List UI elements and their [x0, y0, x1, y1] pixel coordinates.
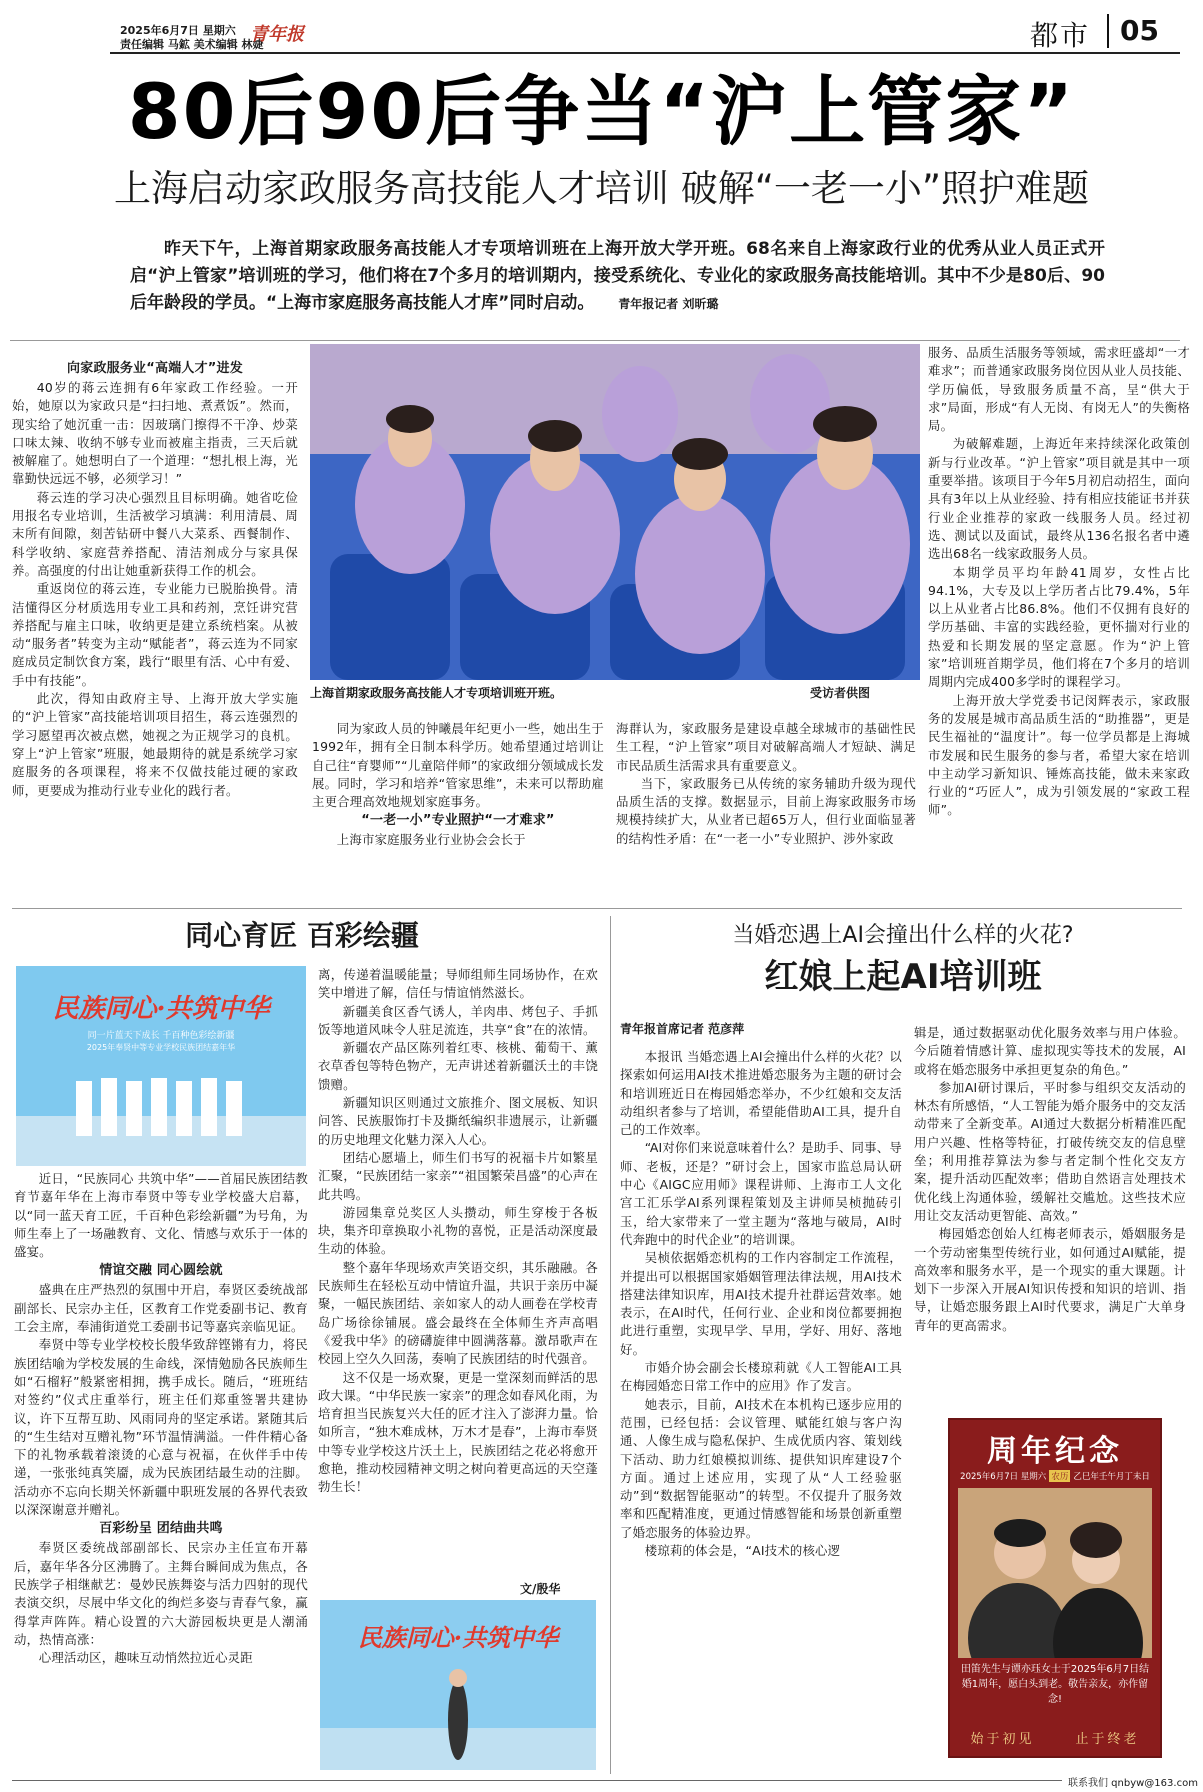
paragraph: 同为家政人员的钟曦晨年纪更小一些，她出生于1992年，拥有全日制本科学历。她希望通过培训让自己往“育婴师”“儿童陪伴师”的家政细分领域成长发展。同时，学习和培养“管家思维”，未来可以帮助雇主更合理高效地规划家庭事务。: [312, 721, 604, 810]
paragraph: 这不仅是一场欢聚，更是一堂深刻而鲜活的思政大课。“中华民族一家亲”的理念如春风化雨，为培育担当民族复兴大任的匠才注入了澎湃力量。恰如所言，“独木难成林，万木才是春”，上海市奉贤中等专业学校这片沃土上，民族团结之花必将愈开愈艳，推动校园精神文明之树向着更高远的天空蓬勃生长！: [318, 1369, 598, 1495]
header-editors: 责任编辑 马鉱 美术编辑 林婕: [120, 38, 264, 51]
paragraph: 参加AI研讨课后，平时参与组织交友活动的林杰有所感悟，“人工智能为婚介服务中的交友活动带来了全新变革。AI通过大数据分析精准匹配用户兴趣、性格等特征，打破传统交友的信息壁垒；利用推荐算法为参与者定制个性化交友方案，提升活动匹配效率；借助自然语言处理技术优化线上沟通体验，缓解社交尴尬。这些技术应用让交友活动更智能、高效。”: [914, 1079, 1186, 1223]
story2-col-2: [318, 966, 598, 1497]
story3-headline: 红娘上起AI培训班: [764, 957, 1042, 997]
header-date: 2025年6月7日 星期六: [120, 24, 236, 37]
paragraph: 盛典在庄严热烈的氛围中开启，奉贤区委统战部副部长、民宗办主任，区教育工作党委副书记、教育工会主席，奉浦街道党工委副书记等嘉宾亲临见证。: [14, 1282, 308, 1335]
paragraph: 上海开放大学党委书记闵辉表示，家政服务的发展是城市高品质生活的“助推器”，更是民生福祉的“温度计”。每一位学员都是上海城市发展和民生服务的参与者，希望大家在培训中主动学习新知识、锤炼高技能，做未来家政行业的“巧匠人”，成为引领发展的“家政工程师”。: [928, 692, 1190, 818]
paragraph: 吴桢依据婚恋机构的工作内容制定工作流程，并提出可以根据国家婚姻管理法律法规，用AI技术搭建法律知识库，用AI技术提升社群运营效率。她表示，在AI时代，任何行业、企业和岗位都要拥抱此进行重塑，实现早学、早用，学好、用好、落地好。: [620, 1250, 902, 1357]
paragraph: 楼琼莉的体会是，“AI技术的核心逻: [644, 1543, 841, 1559]
lead-top-rule: [10, 340, 1180, 341]
lead-col-4: [928, 344, 1190, 820]
anniversary-footer: [950, 1728, 1160, 1747]
lead-headline: 80后90后争当“沪上管家”: [127, 67, 1076, 156]
lead-photo-credit: 受访者供图: [810, 686, 871, 700]
lead-col-3: [616, 720, 916, 848]
story3-kicker: 当婚恋遇上AI会撞出什么样的火花?: [732, 923, 1074, 948]
page-number: 05: [1120, 14, 1159, 47]
anniversary-title: 周年纪念: [987, 1434, 1123, 1469]
story2-photo-bottom: [320, 1600, 596, 1770]
paragraph: 奉贤区委统战部副部长、民宗办主任宣布开幕后，嘉年华各分区沸腾了。主舞台瞬间成为焦点，各民族学子相继献艺：曼妙民族舞姿与活力四射的现代表演交织，尽展中华文化的绚烂多姿与青春气象，赢得掌声阵阵。精心设置的六大游园板块更是人潮涌动，热情高涨：: [14, 1540, 308, 1647]
paragraph: 此次，得知由政府主导、上海开放大学实施的“沪上管家”高技能培训项目招生，蒋云连强烈的学习愿望再次被点燃，她视之为正规学习的良机。穿上“沪上管家”班服，她最期待的就是系统学习家庭服务的各项课程，将来不仅做技能过硬的家政师，更要成为推动行业专业化的践行者。: [12, 691, 298, 798]
lead-bottom-rule: [12, 908, 1182, 909]
story2-banner-main: 民族同心·共筑中华: [52, 994, 270, 1024]
anniversary-ad: [948, 1418, 1162, 1758]
paragraph: 新疆农产品区陈列着红枣、核桃、葡萄干、薰衣草香包等特色物产，无声讲述着新疆沃土的丰饶馈赠。: [318, 1040, 598, 1092]
lead-intro: [130, 236, 1105, 318]
section-name: 都市: [1030, 19, 1091, 52]
paragraph: 市婚介协会副会长楼琼莉就《人工智能AI工具在梅园婚恋日常工作中的应用》作了发言。: [620, 1360, 902, 1394]
section-divider: [1107, 14, 1109, 48]
story3-byline: 青年报首席记者 范彦萍: [620, 1022, 745, 1036]
paragraph: 奉贤中等专业学校校长殷华致辞铿锵有力，将民族团结喻为学校发展的生命线，深情勉励各民族师生如“石榴籽”般紧密相拥，携手成长。随后，“班班结对签约”仪式庄重举行，班主任们郑重签署共建协议，许下互帮互助、风雨同舟的坚定承诺。紧随其后的“生生结对互赠礼物”环节温情满溢。一件件精心备下的礼物承载着滚烫的心意与祝福，在伙伴手中传递，一张张纯真笑靥，成为民族团结最生动的注脚。活动亦不忘向长期关怀新疆中职班发展的各界代表致以深深谢意并赠礼。: [14, 1337, 308, 1518]
paragraph: 本期学员平均年龄41周岁，女性占比94.1%，大专及以上学历者占比79.4%，5年以上从业者占比86.8%。他们不仅拥有良好的学历基础、丰富的实践经验，更怀揣对行业的热爱和长期发展的坚定意愿。作为“沪上管家”培训班首期学员，他们将在7个多月的培训周期内完成400多学时的课程学习。: [928, 564, 1190, 690]
paragraph: 当下，家政服务已从传统的家务辅助升级为现代品质生活的支撑。数据显示，目前上海家政服务市场规模持续扩大，从业者已超65万人，但行业面临显著的结构性矛盾：在“一老一小”专业照护、涉外家政: [616, 775, 916, 846]
lead-photo: [310, 344, 920, 680]
footer-contact: 联系我们 qnbyw@163.com: [1068, 1778, 1198, 1789]
story3-col-2: [914, 1024, 1186, 1335]
paragraph: 近日，“民族同心 共筑中华”——首届民族团结教育节嘉年华在上海市奉贤中等专业学校盛大启幕，以“同一蓝天育工匠，千百种色彩绘新疆”为号角，为师生奉上了一场融教育、文化、情感与欢乐于一体的盛宴。: [14, 1171, 308, 1260]
paragraph: 梅园婚恋创始人红梅老师表示，婚姻服务是一个劳动密集型传统行业，如何通过AI赋能，提高效率和服务水平，是一个现实的重大课题。计划下一步深入开展AI知识传授和知识的培训、指导，让婚恋服务跟上AI时代要求，满足广大单身青年的更高需求。: [914, 1226, 1186, 1333]
story2-banner-event: 2025年奉贤中等专业学校民族团结嘉年华: [86, 1043, 236, 1052]
anniversary-date: 2025年6月7日 星期六: [960, 1472, 1047, 1482]
subheading: “一老一小”专业照护“一才难求”: [361, 813, 555, 829]
paragraph: 本报讯 当婚恋遇上AI会撞出什么样的火花？以探索如何运用AI技术推进婚恋服务为主题的研讨会和培训班近日在梅园婚恋举办，不少红娘和交友活动组织者参与了培训，希望能借助AI工具，提升自己的工作效率。: [620, 1049, 902, 1138]
subheading: 情谊交融 同心圆绘就: [99, 1263, 223, 1279]
anniversary-photo: [958, 1488, 1152, 1658]
paragraph: 辑是，通过数据驱动优化服务效率与用户体验。今后随着情感计算、虚拟现实等技术的发展，AI或将在婚恋服务中承担更复杂的角色。”: [914, 1025, 1186, 1077]
paragraph: 整个嘉年华现场欢声笑语交织，其乐融融。各民族师生在轻松互动中情谊升温，共识于亲历中凝聚，一幅民族团结、亲如家人的动人画卷在学校青岛广场徐徐铺展。盛会最终在全体师生齐声高唱《爱我中华》的磅礴旋律中圆满落幕。激昂歌声在校园上空久久回荡，奏响了民族团结的时代强音。: [318, 1259, 598, 1367]
lead-intro-text: 昨天下午，上海首期家政服务高技能人才专项培训班在上海开放大学开班。68名来自上海家政行业的优秀从业人员正式开启“沪上管家”培训班的学习，他们将在7个多月的培训期内，接受系统化、专业化的家政服务高技能培训。其中不少是80后、90后年龄段的学员。“上海市家庭服务高技能人才库”同时启动。: [130, 239, 1105, 313]
anniversary-footer-right: 止于终老: [1075, 1732, 1140, 1747]
anniversary-lunar-tag: 农历: [1051, 1472, 1069, 1482]
story-divider: [610, 916, 611, 1774]
lead-subhead: 上海启动家政服务高技能人才培训 破解“一老一小”照护难题: [113, 167, 1090, 210]
story2-col-1: [14, 1170, 308, 1667]
paragraph: 40岁的蒋云连拥有6年家政工作经验。一开始，她原以为家政只是“扫扫地、煮煮饭”。然而，现实给了她沉重一击：因玻璃门擦得不干净、炒菜口味太辣、收纳不够专业而被雇主指责，三天后就被解雇了。她想明白了一个道理：“想扎根上海，光靠勤快远远不够，必须学习！”: [12, 380, 298, 487]
paragraph: 为破解难题，上海近年来持续深化政策创新与行业改革。“沪上管家”项目就是其中一项重要举措。该项目于今年5月初启动招生，面向具有3年以上从业经验、持有相应技能证书并获行业企业推荐的家政一线服务人员。经过初选、测试以及面试，最终从136名报名者中遴选出68名一线家政服务人员。: [928, 436, 1190, 562]
paragraph: 蒋云连的学习决心强烈且目标明确。她省吃俭用报名专业培训，生活被学习填满：利用清晨、周末所有间隙，刻苦钻研中餐八大菜系、西餐制作、科学收纳、家庭营养搭配、清洁剂成分与家具保养。高强度的付出让她重新获得工作的机会。: [12, 489, 298, 578]
story2-headline: 同心育匠 百彩绘疆: [185, 919, 419, 952]
anniversary-lunar: 乙巳年壬午月丁未日: [1073, 1472, 1150, 1482]
paragraph: 团结心愿墙上，师生们书写的祝福卡片如繁星汇聚，“民族团结一家亲”“祖国繁荣昌盛”的心声在此共鸣。: [318, 1149, 598, 1202]
paragraph: 服务、品质生活服务等领域，需求旺盛却“一才难求”；而普通家政服务岗位因从业人员技能、学历偏低，导致服务质量不高，呈“供大于求”局面，形成“有人无岗、有岗无人”的失衡格局。: [928, 345, 1190, 434]
paragraph: 新疆知识区则通过文旅推介、图文展板、知识问答、民族服饰打卡及撕纸编织非遗展示，让新疆的历史地理文化魅力深入人心。: [318, 1095, 598, 1147]
header-rule: [110, 52, 1180, 54]
anniversary-date-row: [954, 1470, 1156, 1482]
anniversary-message: 田笛先生与谭亦珏女士于2025年6月7日结婚1周年，愿白头到老。敬告亲友，亦作留念!: [960, 1664, 1150, 1705]
newspaper-logo: 青年报: [250, 24, 304, 45]
paragraph: 离，传递着温暖能量；导师组师生同场协作，在欢笑中增进了解，信任与情谊悄然滋长。: [318, 967, 598, 1001]
paragraph: 重返岗位的蒋云连，专业能力已脱胎换骨。清洁懂得区分材质选用专业工具和药剂，烹饪讲究营养搭配与雇主口味，收纳更是建立系统档案。从被动“服务者”转变为主动“赋能者”，蒋云连为不同家庭成员定制饮食方案，践行“眼里有活、心中有爱、手中有技能”。: [12, 581, 298, 688]
story2-signature: 文/殷华: [520, 1582, 561, 1596]
paragraph: “AI对你们来说意味着什么？是助手、同事、导师、老板，还是？”研讨会上，国家市监总局认研中心《AIGC应用师》课程讲师、上海市工人文化宫工汇乐学AI系列课程策划及主讲师吴桢抛砖引玉，给大家带来了一堂主题为“落地与破局，AI时代奔跑中的时代企业”的培训课。: [620, 1140, 902, 1247]
paragraph: 游园集章兑奖区人头攒动，师生穿梭于各板块，集齐印章换取小礼物的喜悦，正是活动深度最生动的体验。: [318, 1204, 598, 1257]
lead-col-2: [312, 720, 604, 850]
paragraph: 上海市家庭服务业行业协会会长于: [336, 832, 526, 848]
subheading: 向家政服务业“高端人才”进发: [67, 361, 243, 376]
story2-photo-bottom-banner: 民族同心·共筑中华: [357, 1623, 559, 1652]
story3-col-1: [620, 1048, 902, 1560]
story2-banner-sub: 同一片蓝天下成长 千百种色彩绘新疆: [87, 1031, 235, 1041]
lead-col-1: [12, 359, 298, 800]
lead-photo-caption: 上海首期家政服务高技能人才专项培训班开班。: [310, 686, 563, 700]
subheading: 百彩纷呈 团结曲共鸣: [99, 1521, 223, 1537]
anniversary-footer-left: 始于初见: [970, 1732, 1035, 1747]
footer-rule: [12, 1780, 1062, 1781]
lead-byline: 青年报记者 刘昕璐: [618, 297, 719, 311]
paragraph: 新疆美食区香气诱人，羊肉串、烤包子、手抓饭等地道风味令人驻足流连，共享“食”在的浓情。: [318, 1003, 598, 1037]
paragraph: 心理活动区，趣味互动悄然拉近心灵距: [38, 1650, 253, 1666]
paragraph: 她表示，目前，AI技术在本机构已逐步应用的范围，已经包括：会议管理、赋能红娘与客户沟通、人像生成与隐私保护、生成优质内容、策划线下活动、助力红娘模拟训练、提供知识库建设7个方面。通过上述应用，实现了从“人工经验驱动”到“数据智能驱动”的转型。不仅提升了服务效率和匹配精准度，更通过情感智能和场景创新重塑了婚恋服务的体验边界。: [620, 1396, 902, 1540]
story2-photo-top: [16, 966, 306, 1166]
paragraph: 海群认为，家政服务是建设卓越全球城市的基础性民生工程，“沪上管家”项目对破解高端人才短缺、满足市民品质生活需求具有重要意义。: [616, 721, 916, 773]
